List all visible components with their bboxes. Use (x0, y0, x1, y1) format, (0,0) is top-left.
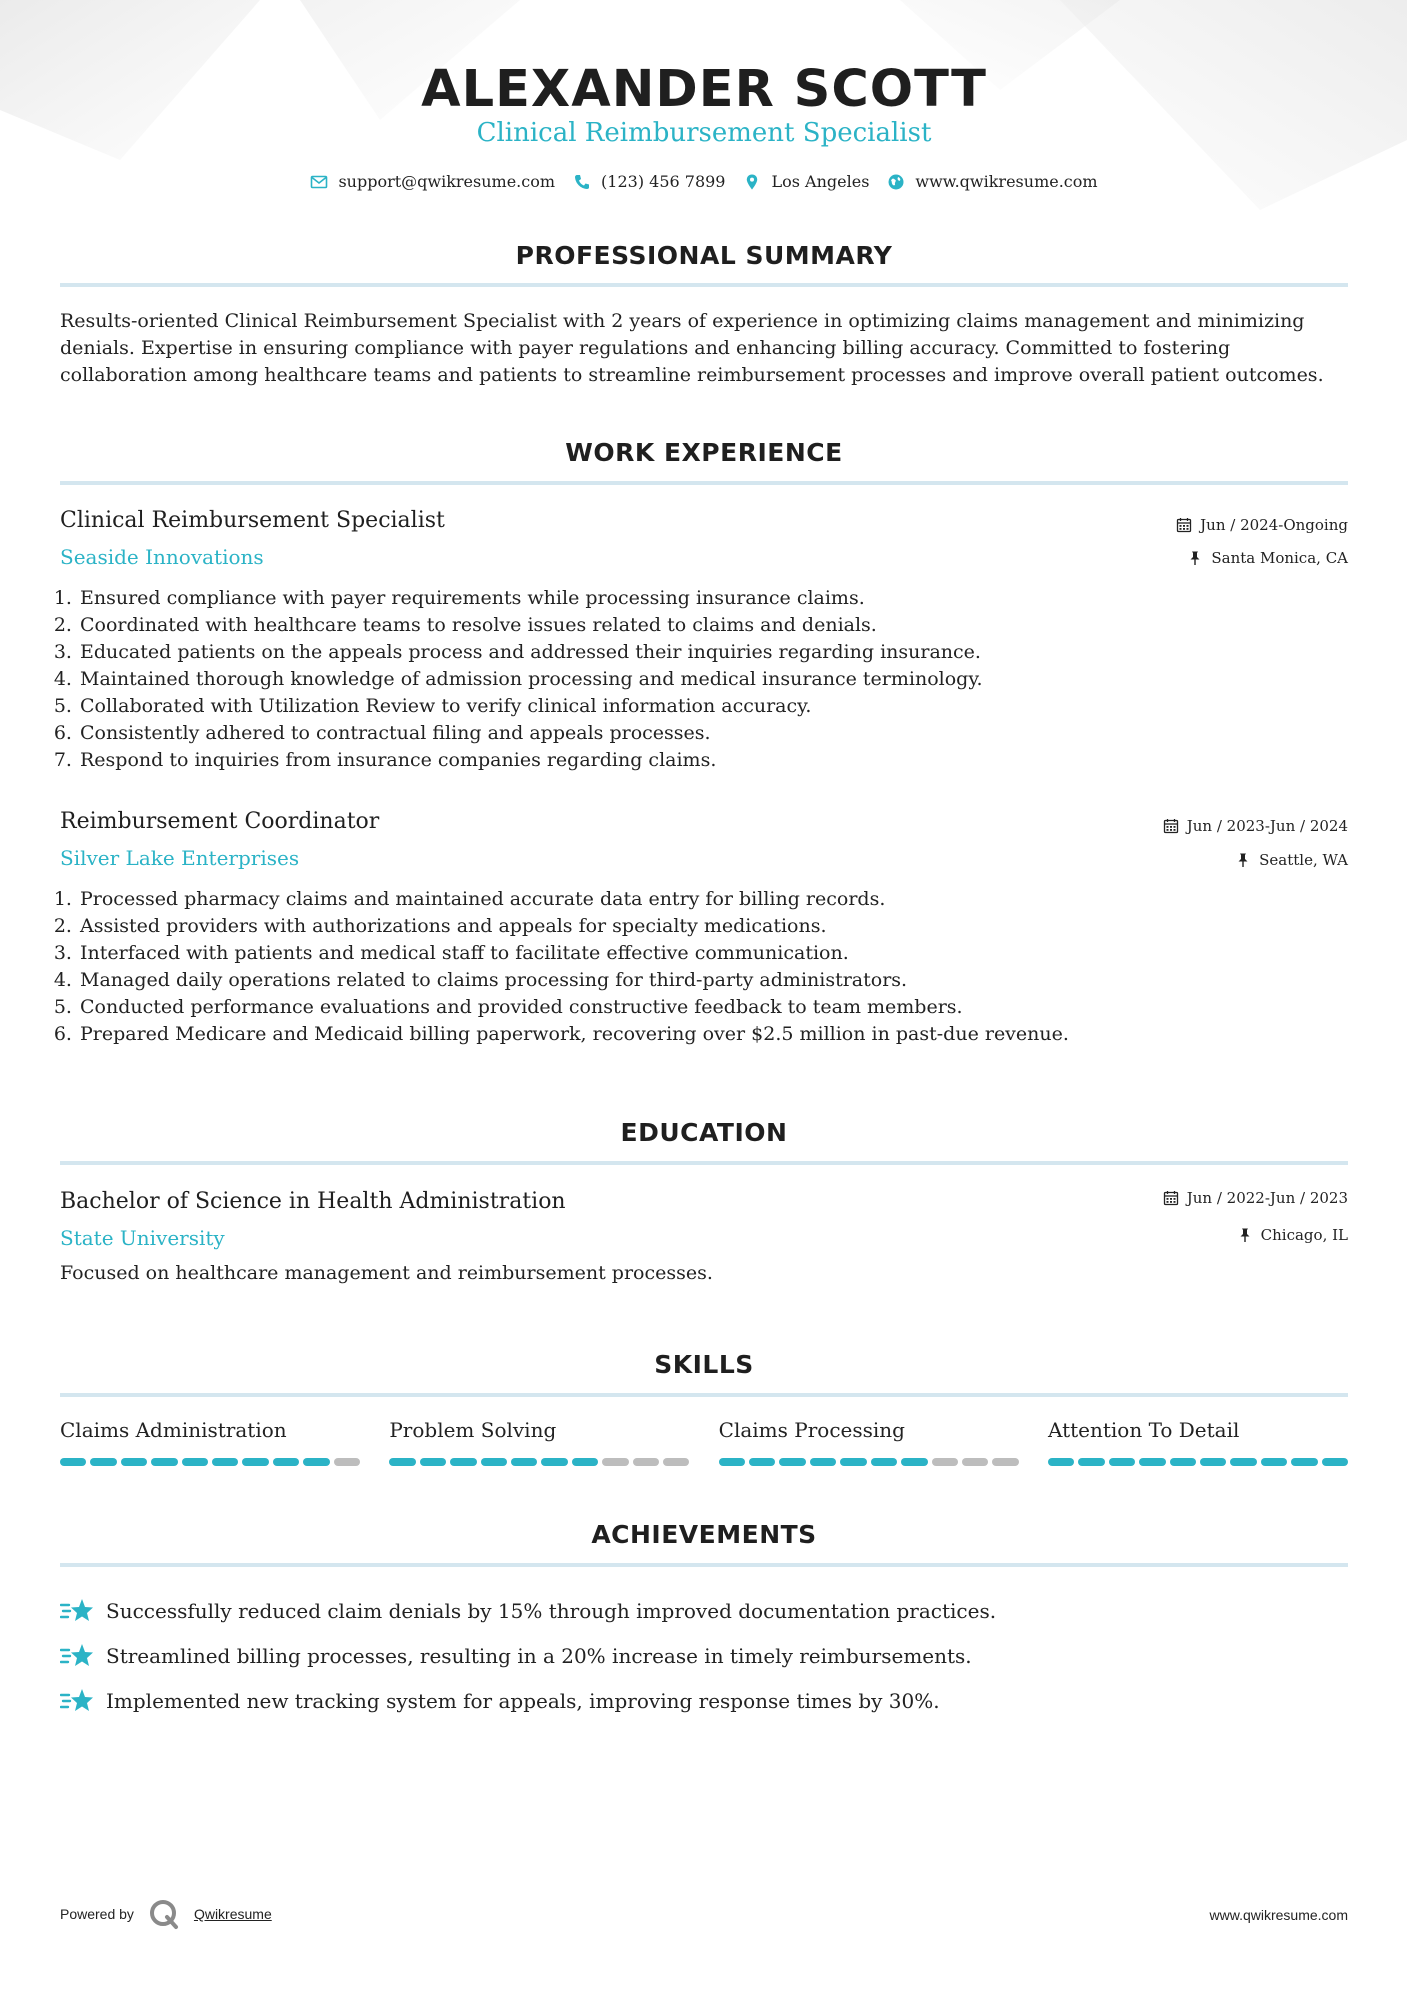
summary-heading: PROFESSIONAL SUMMARY (515, 241, 893, 270)
list-item (60, 1678, 1348, 1723)
skill-segment (1139, 1458, 1165, 1466)
skill-rating (1048, 1458, 1348, 1466)
list-item (60, 1588, 1348, 1633)
achievement-text: Successfully reduced claim denials by 15% through improved documentation practices. (106, 1598, 997, 1623)
calendar-icon (1163, 1190, 1179, 1206)
education-location-text: Chicago, IL (1260, 1226, 1348, 1244)
shooting-star-icon (60, 1641, 94, 1671)
skill-segment (663, 1458, 689, 1466)
education-date-text: Jun / 2022-Jun / 2023 (1186, 1189, 1348, 1207)
job-date (1163, 817, 1348, 835)
achievements-heading: ACHIEVEMENTS (591, 1520, 817, 1549)
skill-segment (273, 1458, 299, 1466)
list-item (60, 1633, 1348, 1678)
contact-website-text: www.qwikresume.com (915, 172, 1098, 191)
list-item: 6. Consistently adhered to contractual filing and appeals processes. (78, 720, 1338, 747)
achievement-text: Streamlined billing processes, resulting in a 20% increase in timely reimbursements. (106, 1643, 972, 1668)
skill-segment (1261, 1458, 1287, 1466)
candidate-name: ALEXANDER SCOTT (421, 60, 987, 119)
skill-name: Claims Administration (60, 1418, 287, 1442)
list-item: 3. Interfaced with patients and medical staff to facilitate effective communication. (78, 940, 1338, 967)
job-location (1187, 549, 1348, 567)
globe-icon (887, 173, 905, 191)
skill-segment (602, 1458, 628, 1466)
job-title: Clinical Reimbursement Specialist (60, 508, 445, 533)
list-item: 4. Maintained thorough knowledge of admission processing and medical insurance terminology. (78, 666, 1338, 693)
skill-segment (962, 1458, 988, 1466)
summary-text: Results-oriented Clinical Reimbursement Specialist with 2 years of experience in optimizing claims management and minimizing denials. Expertise in ensuring compliance with payer regulations and enhancing billing accuracy. Committed to fostering collaboration among healthcare teams and patients to streamline reimbursement processes and improve overall patient outcomes. (60, 310, 1324, 386)
skill-name: Attention To Detail (1047, 1418, 1240, 1442)
contact-phone[interactable] (573, 172, 725, 191)
shooting-star-icon (60, 1596, 94, 1626)
skill-segment (932, 1458, 958, 1466)
contact-website[interactable] (887, 172, 1097, 191)
list-item: 4. Managed daily operations related to claims processing for third-party administrators. (78, 967, 1338, 994)
job-date (1176, 516, 1348, 534)
list-item: 5. Conducted performance evaluations and provided constructive feedback to team members. (78, 994, 1338, 1021)
skill-segment (541, 1458, 567, 1466)
list-item: 6. Prepared Medicare and Medicaid billing paperwork, recovering over $2.5 million in past-due revenue. (78, 1021, 1338, 1048)
skill-segment (389, 1458, 415, 1466)
pushpin-icon (1235, 852, 1251, 868)
contact-phone-text: (123) 456 7899 (601, 172, 726, 191)
skill-segment (420, 1458, 446, 1466)
experience-heading: WORK EXPERIENCE (565, 438, 843, 467)
shooting-star-icon (60, 1686, 94, 1716)
education-heading: EDUCATION (620, 1118, 788, 1147)
job-location (1235, 851, 1348, 869)
skill-segment (121, 1458, 147, 1466)
experience-divider (60, 481, 1348, 485)
skill-segment (90, 1458, 116, 1466)
brand-link[interactable]: Qwikresume (193, 1906, 272, 1922)
envelope-icon (310, 173, 328, 191)
pushpin-icon (1237, 1227, 1253, 1243)
job-date-text: Jun / 2023-Jun / 2024 (1186, 817, 1348, 835)
list-item: 5. Collaborated with Utilization Review to verify clinical information accuracy. (78, 693, 1338, 720)
list-item: 1. Ensured compliance with payer requirements while processing insurance claims. (78, 585, 1338, 612)
job-company: Seaside Innovations (60, 545, 264, 569)
skill-segment (1170, 1458, 1196, 1466)
list-item: 7. Respond to inquiries from insurance companies regarding claims. (78, 747, 1338, 774)
skill-segment (1078, 1458, 1104, 1466)
contact-email-text: support@qwikresume.com (338, 172, 556, 191)
footer-website[interactable]: www.qwikresume.com (1209, 1907, 1348, 1923)
contact-location-text: Los Angeles (771, 172, 870, 191)
skills-divider (60, 1393, 1348, 1397)
education-school: State University (60, 1226, 225, 1250)
map-marker-icon (743, 173, 761, 191)
education-date (1163, 1189, 1348, 1207)
skills-list (60, 1418, 1348, 1466)
skill-segment (151, 1458, 177, 1466)
summary-divider (60, 283, 1348, 287)
job-location-text: Seattle, WA (1259, 851, 1348, 869)
skill-rating (719, 1458, 1019, 1466)
contact-location (743, 172, 869, 191)
skill-segment (749, 1458, 775, 1466)
job-bullets (60, 886, 1338, 1048)
skill-rating (60, 1458, 360, 1466)
footer-powered-by (60, 1898, 272, 1930)
list-item: 2. Coordinated with healthcare teams to resolve issues related to claims and denials. (78, 612, 1338, 639)
job-location-text: Santa Monica, CA (1211, 549, 1348, 567)
skill-segment (60, 1458, 86, 1466)
skill-segment (779, 1458, 805, 1466)
skill-segment (212, 1458, 238, 1466)
skill-name: Claims Processing (718, 1418, 905, 1442)
phone-icon (573, 173, 591, 191)
skill-segment (303, 1458, 329, 1466)
skill-segment (1200, 1458, 1226, 1466)
skill-segment (1230, 1458, 1256, 1466)
job-bullets (60, 585, 1338, 774)
skill-segment (481, 1458, 507, 1466)
calendar-icon (1176, 517, 1192, 533)
skill-item (60, 1418, 360, 1466)
skill-segment (810, 1458, 836, 1466)
skill-segment (992, 1458, 1018, 1466)
calendar-icon (1163, 818, 1179, 834)
achievements-divider (60, 1563, 1348, 1567)
skill-rating (389, 1458, 689, 1466)
list-item: 1. Processed pharmacy claims and maintained accurate data entry for billing records. (78, 886, 1338, 913)
skill-segment (1109, 1458, 1135, 1466)
skill-segment (242, 1458, 268, 1466)
skill-name: Problem Solving (389, 1418, 557, 1442)
skill-item (719, 1418, 1019, 1466)
candidate-role: Clinical Reimbursement Specialist (476, 118, 932, 148)
skill-segment (901, 1458, 927, 1466)
list-item: 2. Assisted providers with authorizations and appeals for specialty medications. (78, 913, 1338, 940)
skill-segment (182, 1458, 208, 1466)
skills-heading: SKILLS (654, 1350, 754, 1379)
skill-segment (633, 1458, 659, 1466)
achievements-list (60, 1588, 1348, 1723)
pushpin-icon (1187, 550, 1203, 566)
skill-segment (840, 1458, 866, 1466)
skill-segment (511, 1458, 537, 1466)
skill-segment (719, 1458, 745, 1466)
contact-row (60, 172, 1348, 191)
skill-segment (1048, 1458, 1074, 1466)
skill-item (1048, 1418, 1348, 1466)
achievement-text: Implemented new tracking system for appeals, improving response times by 30%. (106, 1688, 940, 1713)
education-degree: Bachelor of Science in Health Administration (60, 1189, 566, 1214)
list-item: 3. Educated patients on the appeals process and addressed their inquiries regarding insurance. (78, 639, 1338, 666)
skill-segment (1322, 1458, 1348, 1466)
skill-segment (871, 1458, 897, 1466)
education-location (1237, 1226, 1348, 1244)
powered-by-label: Powered by (60, 1906, 134, 1922)
skill-segment (450, 1458, 476, 1466)
education-divider (60, 1161, 1348, 1165)
qwikresume-logo-icon (148, 1898, 180, 1930)
skill-segment (1291, 1458, 1317, 1466)
education-description: Focused on healthcare management and reimbursement processes. (60, 1262, 713, 1284)
job-title: Reimbursement Coordinator (60, 809, 380, 834)
skill-segment (572, 1458, 598, 1466)
skill-item (389, 1418, 689, 1466)
job-company: Silver Lake Enterprises (60, 846, 300, 870)
job-date-text: Jun / 2024-Ongoing (1200, 516, 1348, 534)
skill-segment (334, 1458, 360, 1466)
contact-email[interactable] (310, 172, 555, 191)
